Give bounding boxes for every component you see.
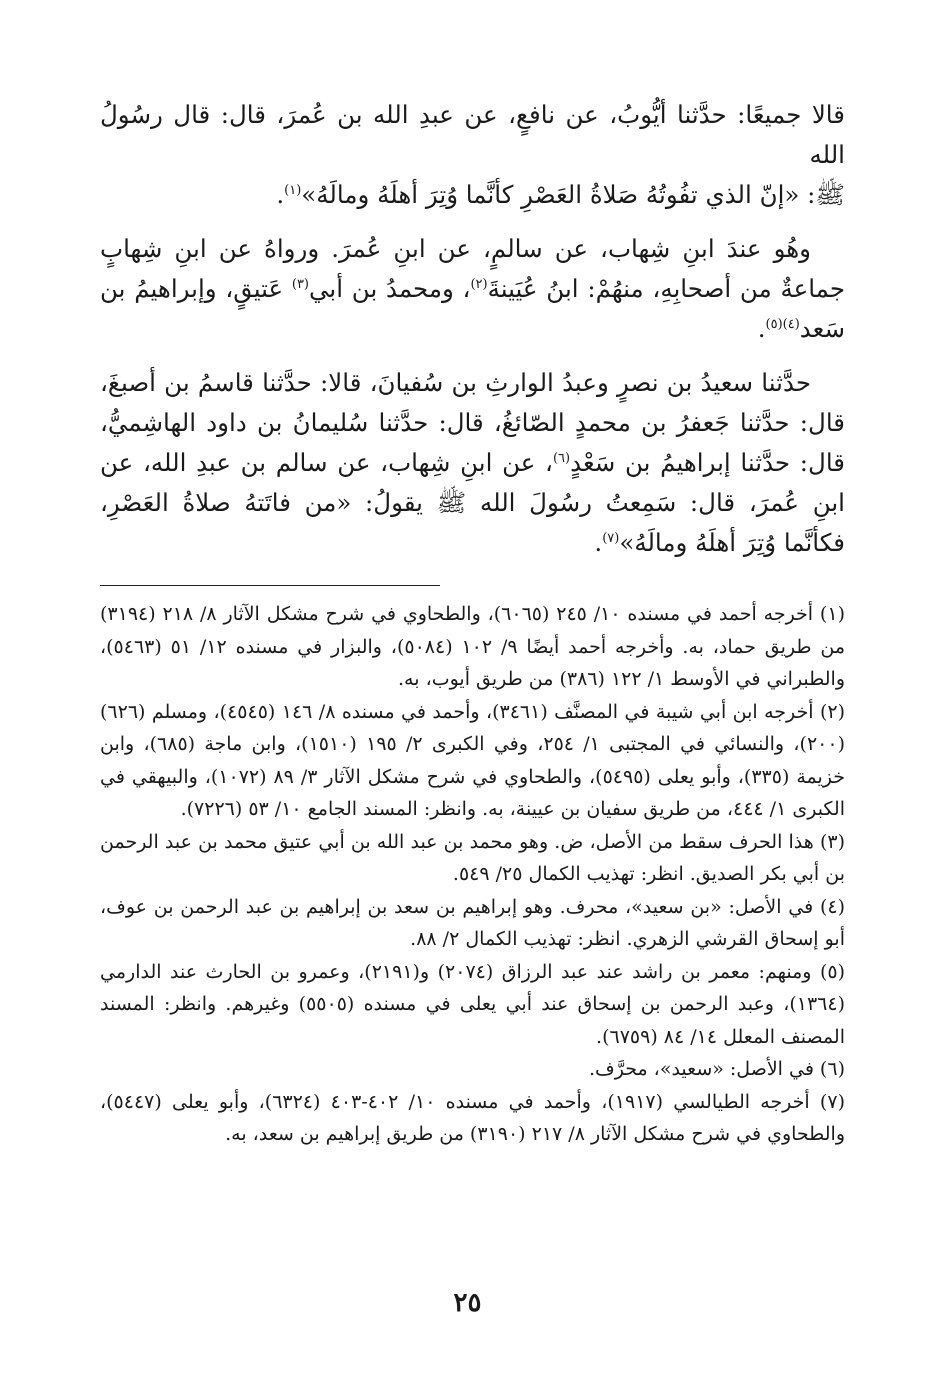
- body-text: ، ومحمدُ بن أبي: [309, 274, 471, 303]
- body-line: قالا جميعًا: حدَّثنا أيُّوبُ، عن نافعٍ، عن عبدِ الله بن عُمرَ، قال: قال رسُولُ الله: [100, 100, 845, 169]
- sentence-end: .: [757, 314, 766, 343]
- sentence-end: .: [594, 528, 603, 557]
- footnote-ref[interactable]: (٢): [470, 276, 488, 292]
- book-page: [100, 95, 845, 1151]
- footnotes-section: [100, 598, 845, 1151]
- footnote-ref[interactable]: (٣): [291, 276, 309, 292]
- footnote-7: (٧) أخرجه الطيالسي (١٩١٧)، وأحمد في مسنده ١٠/ ٤٠٢-٤٠٣ (٦٣٢٤)، وأبو يعلى (٥٤٤٧)، والطحاوي في شرح مشكل الآثار ٨/ ٢١٧ (٣١٩٠) من طريق إبراهيم بن سعد، به.: [100, 1090, 845, 1145]
- body-text: وهُو عندَ ابنِ شِهاب، عن سالمٍ، عن ابنِ عُمرَ. ورواهُ عن ابنِ شِهابٍ جماعةٌ من أصحابِهِ، منهُمْ: ابنُ عُيَينةَ: [100, 234, 845, 303]
- body-text: ، عن ابنِ شِهاب، عن سالم بن عبدِ الله، عن ابنِ عُمرَ، قال: سَمِعتُ رسُولَ الله ﷺ يقولُ: «من فاتَتهُ صلاةُ العَصْرِ، فكأنَّما وُتِرَ أهلَهُ ومالَهُ»: [100, 448, 845, 557]
- body-paragraph-3: [100, 363, 845, 563]
- sentence-end: .: [276, 180, 285, 209]
- footnote-3: (٣) هذا الحرف سقط من الأصل، ض. وهو محمد بن عبد الله بن أبي عتيق محمد بن عبد الرحمن بن أبي بكر الصديق. انظر: تهذيب الكمال ٢٥/ ٥٤٩.: [100, 830, 845, 885]
- footnote-1: (١) أخرجه أحمد في مسنده ١٠/ ٢٤٥ (٦٠٦٥)، والطحاوي في شرح مشكل الآثار ٨/ ٢١٨ (٣١٩٤) من طريق حماد، به. وأخرجه أحمد أيضًا ٩/ ١٠٢ (٥٠٨٤)، والبزار في مسنده ١٢/ ٥١ (٥٤٦٣)، والطبراني في الأوسط ١/ ١٢٢ (٣٨٦) من طريق أيوب، به.: [100, 603, 846, 690]
- footnote-ref[interactable]: (١): [284, 182, 302, 198]
- body-line: ﷺ: «إنّ الذي تفُوتُهُ صَلاةُ العَصْرِ كأنَّما وُتِرَ أهلَهُ ومالَهُ»: [301, 180, 845, 209]
- footnote-ref[interactable]: (٦): [552, 450, 571, 466]
- body-text: حدَّثنا سعيدُ بن نصرٍ وعبدُ الوارثِ بن سُفيانَ، قالا: حدَّثنا قاسمُ بن أصبغَ، قال: حدَّثنا جَعفرُ بن محمدٍ الصّائغُ، قال: حدَّثنا سُليمانُ بن داود الهاشِميُّ، قال: حدَّثنا إبراهيمُ بن سَعْدٍ: [100, 368, 845, 477]
- footnote-6: (٦) في الأصل: «سعيد»، محرَّف.: [588, 1058, 845, 1080]
- footnote-4: (٤) في الأصل: «بن سعيد»، محرف. وهو إبراهيم بن سعد بن إبراهيم بن عبد الرحمن بن عوف، أبو إسحاق القرشي الزهري. انظر: تهذيب الكمال ٢/ ٨٨.: [100, 895, 845, 950]
- footnote-5: (٥) ومنهم: معمر بن راشد عند عبد الرزاق (٢٠٧٤) و(٢١٩١)، وعمرو بن الحارث عند الدارمي (١٣٦٤)، وعبد الرحمن بن إسحاق عند أبي يعلى في مسنده (٥٥٠٥) وغيرهم. وانظر: المسند المصنف المعلل ١٤/ ٨٤ (٦٧٥٩).: [100, 960, 845, 1048]
- body-text: عَتيقٍ، وإبراهيمُ بن سَعد: [100, 274, 845, 343]
- footnote-divider: [100, 585, 440, 586]
- page-number: ٢٥: [453, 1288, 482, 1318]
- footnote-2: (٢) أخرجه ابن أبي شيبة في المصنَّف (٣٤٦١)، وأحمد في مسنده ٨/ ١٤٦ (٤٥٤٥)، ومسلم (٦٢٦) (٢٠٠)، والنسائي في المجتبى ١/ ٢٥٤، وفي الكبرى ٢/ ١٩٥ (١٥١٠)، وابن ماجة (٦٨٥)، وابن خزيمة (٣٣٥)، وأبو يعلى (٥٤٩٥)، والطحاوي في شرح مشكل الآثار ٣/ ٨٩ (١٠٧٢)، والبيهقي في الكبرى ١/ ٤٤٤، من طريق سفيان بن عيينة، به. وانظر: المسند الجامع ١٠/ ٥٣ (٧٢٢٦).: [100, 700, 846, 820]
- body-paragraph-2: [100, 229, 845, 349]
- footnote-ref[interactable]: (٤)(٥): [765, 316, 800, 332]
- body-paragraph-1: [100, 95, 845, 215]
- footnote-ref[interactable]: (٧): [602, 530, 620, 546]
